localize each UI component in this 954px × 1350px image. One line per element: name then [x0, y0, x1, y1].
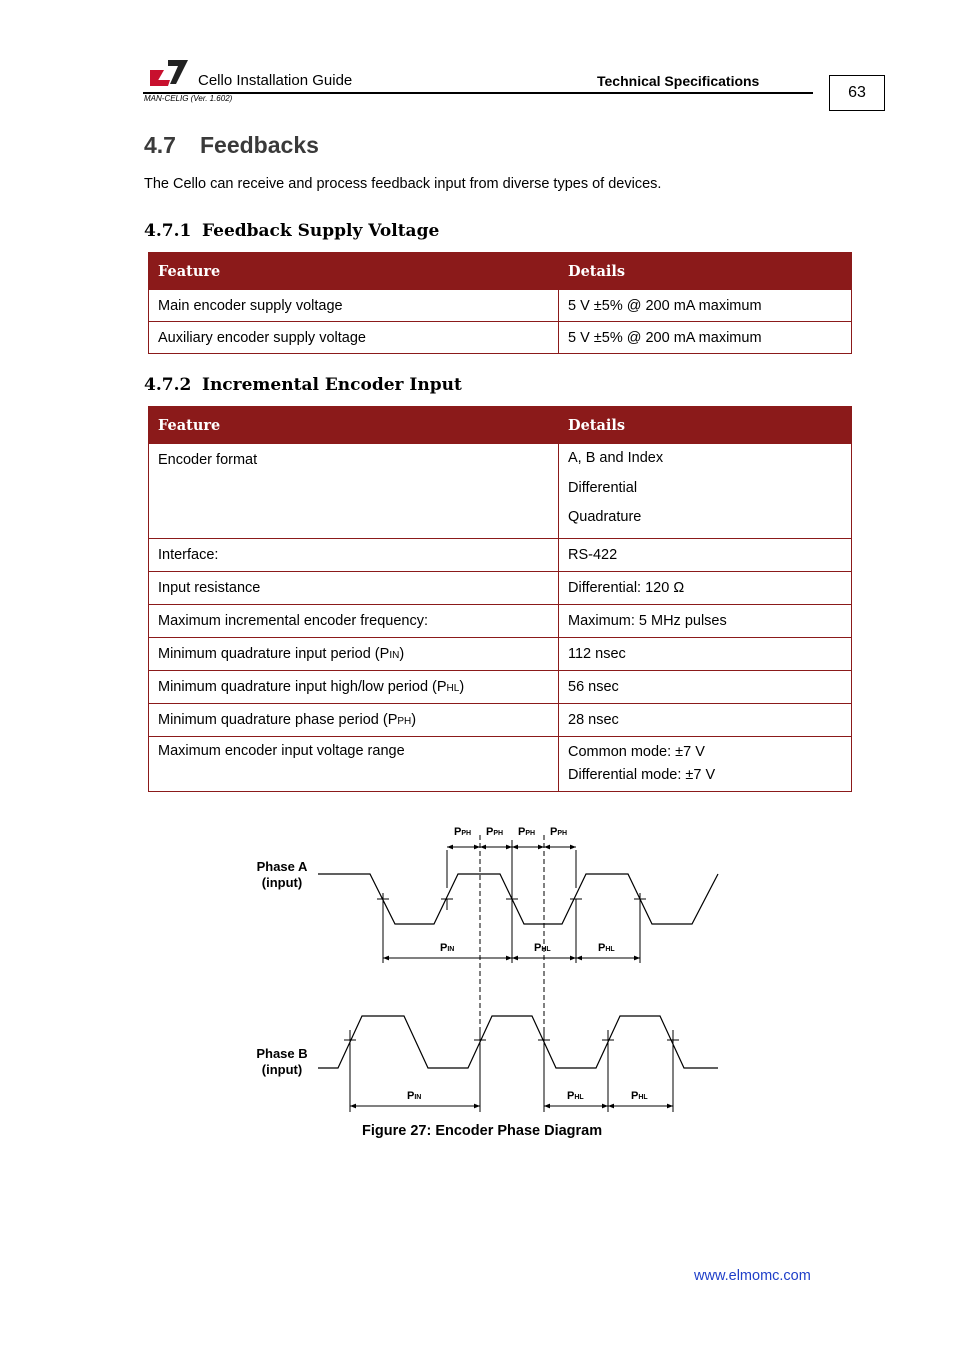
column-header: Feature — [149, 253, 559, 290]
table-cell: Interface: — [149, 539, 559, 572]
table-cell: Minimum quadrature input high/low period (PHL) — [149, 671, 559, 704]
table-cell: Encoder format — [149, 444, 559, 539]
table-cell: Auxiliary encoder supply voltage — [149, 322, 559, 354]
subsection-heading-supply: 4.7.1 Feedback Supply Voltage — [144, 221, 440, 241]
svg-text:PPH: PPH — [550, 826, 568, 838]
phase-a-label: Phase A — [256, 859, 308, 874]
table-cell: Minimum quadrature phase period (PPH) — [149, 704, 559, 737]
table-cell: Common mode: ±7 V Differential mode: ±7 V — [559, 737, 852, 792]
svg-text:PPH: PPH — [486, 826, 504, 838]
column-header: Feature — [149, 407, 559, 444]
figure-caption: Figure 27: Encoder Phase Diagram — [362, 1123, 603, 1139]
table-cell: Differential: 120 Ω — [559, 572, 852, 605]
column-header: Details — [559, 253, 852, 290]
svg-text:PPH: PPH — [518, 826, 536, 838]
phase-a-sublabel: (input) — [261, 875, 303, 890]
subsection-heading-incremental: 4.7.2 Incremental Encoder Input — [144, 375, 462, 395]
table-cell: Maximum incremental encoder frequency: — [149, 605, 559, 638]
svg-text:PIN: PIN — [407, 1090, 422, 1102]
table-cell: Maximum: 5 MHz pulses — [559, 605, 852, 638]
table-cell: 5 V ±5% @ 200 mA maximum — [559, 290, 852, 322]
footer-link[interactable]: www.elmomc.com — [694, 1268, 811, 1284]
svg-text:PHL: PHL — [631, 1090, 648, 1102]
page-number: 63 — [829, 75, 885, 111]
doc-title: Cello Installation Guide — [198, 72, 353, 89]
section-heading: 4.7 Feedbacks — [144, 132, 319, 158]
table-cell: A, B and Index Differential Quadrature — [559, 444, 852, 539]
table-cell: Main encoder supply voltage — [149, 290, 559, 322]
phase-b-waveform — [318, 1016, 718, 1068]
svg-text:PHL: PHL — [598, 942, 615, 954]
doc-version: MAN-CELIG (Ver. 1.602) — [144, 94, 233, 103]
phase-b-label: Phase B — [256, 1046, 308, 1061]
svg-text:PIN: PIN — [440, 942, 455, 954]
column-header: Details — [559, 407, 852, 444]
table-cell: 56 nsec — [559, 671, 852, 704]
svg-text:PHL: PHL — [534, 942, 551, 954]
table-cell: 5 V ±5% @ 200 mA maximum — [559, 322, 852, 354]
svg-text:PHL: PHL — [567, 1090, 584, 1102]
table-cell: Minimum quadrature input period (PIN) — [149, 638, 559, 671]
phase-b-sublabel: (input) — [261, 1062, 303, 1077]
table-cell: RS-422 — [559, 539, 852, 572]
intro-paragraph: The Cello can receive and process feedback input from diverse types of devices. — [144, 176, 662, 192]
table-cell: 28 nsec — [559, 704, 852, 737]
table-cell: Input resistance — [149, 572, 559, 605]
svg-text:PPH: PPH — [454, 826, 472, 838]
table-cell: 112 nsec — [559, 638, 852, 671]
table-cell: Maximum encoder input voltage range — [149, 737, 559, 792]
section-header: Technical Specifications — [597, 73, 760, 89]
